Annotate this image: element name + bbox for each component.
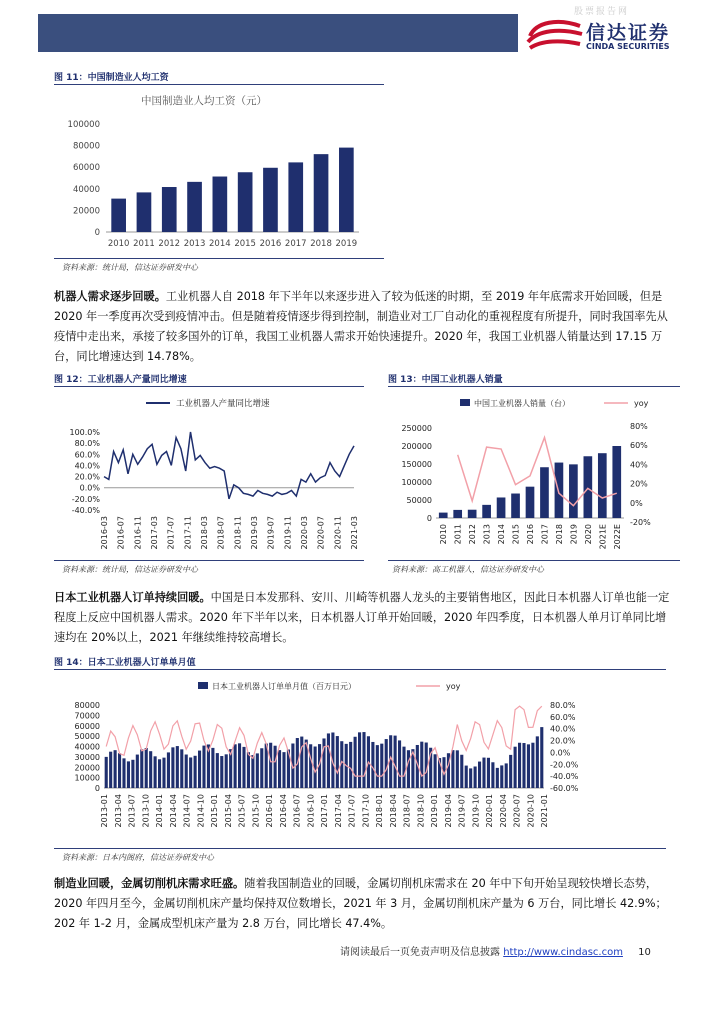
fig14-xtick: 2016-10 [306, 794, 316, 828]
fig11-xtick: 2013 [183, 239, 206, 249]
logo-icon [524, 16, 584, 56]
fig14-bar [514, 747, 517, 788]
fig14-bar [398, 740, 401, 788]
fig14-bar [109, 752, 112, 788]
fig13-bar [511, 494, 520, 518]
fig13-ytick-right: 0% [630, 498, 643, 508]
fig14-bar [518, 743, 521, 788]
fig14-ytick-left: 30000 [74, 752, 100, 762]
fig14-bar [362, 732, 365, 788]
fig14-legend-bar: 日本工业机器人订单单月值（百万日元） [212, 682, 356, 691]
fig14-bar [149, 751, 152, 788]
fig11-bottom-rule [54, 258, 384, 259]
fig13-bar [598, 453, 607, 518]
fig14-bar [238, 743, 241, 788]
fig13-ytick-left: 200000 [401, 442, 432, 451]
fig14-bar [216, 753, 219, 788]
fig13-ytick-right: 40% [630, 460, 648, 470]
fig13-yoy-line [458, 438, 617, 506]
fig12-bottom-rule [54, 560, 364, 561]
fig14-bar [474, 766, 477, 788]
fig14-xtick: 2020-10 [526, 794, 536, 828]
fig12-xtick: 2019-11 [283, 516, 293, 550]
para3-lead: 制造业回暖，金属切削机床需求旺盛。 [54, 877, 245, 890]
fig14-xtick: 2016-01 [265, 794, 274, 828]
fig14-bar [522, 743, 525, 788]
fig14-bar [478, 762, 481, 788]
fig11-xtick: 2012 [158, 239, 181, 249]
fig12-ytick: 100.0% [69, 428, 100, 437]
fig14-bar [300, 737, 303, 788]
fig14-ytick-right: 40.0% [550, 724, 576, 734]
para1-lead: 机器人需求逐步回暖。 [54, 290, 166, 303]
fig11-xtick: 2015 [234, 239, 256, 249]
fig14-xtick: 2014-10 [196, 794, 206, 828]
fig11-source: 资料来源：统计局，信达证券研发中心 [62, 263, 198, 272]
fig11-ytick: 60000 [72, 163, 100, 174]
fig14-bar [211, 748, 214, 788]
fig14-bar [145, 748, 148, 788]
fig11-bar [339, 148, 354, 232]
fig14-xtick: 2013-01 [100, 794, 109, 828]
paragraph-robot-demand [54, 287, 674, 367]
fig13-source: 资料来源：高工机器人，信达证券研发中心 [392, 565, 544, 574]
para2-text: 中国是日本发那科、安川、川崎等机器人龙头的主要销售地区，因此日本机器人订单也能一定程度上反应中国机器人需求。2020 年下半年以来，日本机器人订单开始回暖，2020 年四季度，日本机器人单月订单同比增速均在 20%以上，2021 年继续维持较高增长。 [54, 591, 670, 644]
fig12-label: 图 12：工业机器人产量同比增速 [54, 375, 187, 385]
fig13-bar [584, 456, 593, 518]
fig14-bar [376, 745, 379, 788]
fig14-xtick: 2015-01 [210, 794, 219, 828]
fig11-title: 中国制造业人均工资（元） [141, 95, 267, 107]
fig12-xtick: 2016-11 [133, 516, 143, 550]
fig14-bar [282, 752, 285, 788]
fig12-xtick: 2020-07 [316, 516, 326, 550]
fig13-ytick-left: 0 [426, 514, 432, 523]
fig14-bottom-rule [54, 848, 666, 849]
fig12-ytick: 60.0% [74, 450, 100, 460]
fig14-xtick: 2018-04 [388, 794, 398, 828]
fig12-xtick: 2016-03 [100, 516, 109, 550]
fig14-ytick-right: -20.0% [550, 760, 579, 770]
cinda-logo [524, 16, 704, 56]
fig12-xtick: 2021-03 [350, 516, 359, 550]
fig14-xtick: 2017-07 [347, 794, 357, 828]
fig13-ytick-left: 100000 [401, 478, 432, 487]
fig13-bar [540, 467, 549, 518]
fig14-bar [500, 765, 503, 788]
fig12-xtick: 2016-07 [116, 516, 126, 550]
fig14-xtick: 2017-10 [361, 794, 371, 828]
fig13-xtick: 2021E [598, 524, 608, 550]
fig14-bar [194, 756, 197, 788]
fig14-bar [171, 747, 174, 788]
fig13-label: 图 13：中国工业机器人销量 [388, 375, 503, 385]
fig13-xtick: 2011 [453, 524, 463, 545]
fig14-ytick-left: 80000 [74, 701, 100, 710]
fig13-xtick: 2012 [468, 524, 478, 545]
fig14-xtick: 2013-04 [113, 794, 123, 828]
fig14-bar [114, 750, 117, 788]
fig12-source: 资料来源：统计局，信达证券研发中心 [62, 565, 198, 574]
fig14-bar [456, 750, 459, 788]
fig11-xtick: 2018 [310, 239, 332, 249]
watermark: 股票报告网 [574, 7, 630, 17]
fig14-bar [496, 768, 499, 788]
fig14-xtick: 2016-04 [278, 794, 288, 828]
fig14-ytick-left: 50000 [74, 732, 100, 742]
fig11-bar [238, 172, 253, 232]
fig13-legend-bar: 中国工业机器人销量（台） [474, 399, 570, 408]
fig14-label: 图 14：日本工业机器人订单单月值 [54, 658, 196, 668]
fig11-xtick: 2016 [259, 239, 282, 249]
fig14-bar [491, 762, 494, 788]
fig14-bar [225, 754, 228, 788]
fig14-xtick: 2019-01 [430, 794, 439, 828]
fig14-bar [451, 750, 454, 788]
fig14-xtick: 2013-07 [127, 794, 137, 828]
fig14-legend-yoy: yoy [446, 682, 461, 691]
fig12-xtick: 2017-07 [166, 516, 176, 550]
fig14-bar [242, 747, 245, 788]
fig14-xtick: 2018-01 [375, 794, 384, 828]
fig14-ytick-left: 40000 [74, 742, 100, 752]
fig14-bar [505, 763, 508, 788]
fig12-ytick: 40.0% [74, 461, 100, 471]
fig11-bar [187, 182, 202, 232]
fig14-bar [402, 747, 405, 788]
fig14-ytick-left: 10000 [74, 773, 100, 783]
fig14-bar [358, 732, 361, 788]
fig13-xtick: 2013 [482, 524, 492, 545]
fig11-rule [54, 84, 384, 85]
fig14-source: 资料来源：日本内阁府，信达证券研发中心 [62, 853, 214, 862]
fig14-bar [322, 738, 325, 788]
fig14-legend-swatch-bar [198, 682, 208, 689]
fig13-xtick: 2022E [612, 524, 622, 550]
fig14-bar [354, 737, 357, 788]
fig13-ytick-right: 60% [630, 441, 648, 451]
fig13-bar [482, 505, 491, 518]
fig14-xtick: 2014-07 [182, 794, 192, 828]
para2-lead: 日本工业机器人订单持续回暖。 [54, 591, 211, 604]
fig14-xtick: 2015-07 [237, 794, 247, 828]
fig11-label: 图 11：中国制造业人均工资 [54, 73, 169, 83]
paragraph-machine-tools [54, 874, 674, 934]
fig14-xtick: 2018-10 [416, 794, 426, 828]
fig12-rule [54, 386, 364, 387]
fig14-bar [162, 758, 165, 788]
fig14-bar [176, 746, 179, 788]
logo-cn: 信达证券 [586, 22, 671, 44]
fig14-ytick-left: 70000 [74, 711, 100, 721]
fig14-bar [527, 744, 530, 788]
fig14-xtick: 2015-04 [223, 794, 233, 828]
fig13-bar [526, 487, 535, 518]
fig14-bar [198, 751, 201, 788]
fig13-bar [612, 446, 621, 518]
fig14-bar [336, 736, 339, 788]
fig14-bar [269, 743, 272, 788]
footer-disclaimer: 请阅读最后一页免责声明及信息披露 [340, 947, 500, 958]
fig11-chart [54, 88, 384, 256]
fig13-bar [439, 513, 448, 518]
fig12-xtick: 2017-03 [150, 516, 159, 550]
fig13-rule [388, 386, 680, 387]
fig14-bar [154, 756, 157, 788]
fig13-xtick: 2019 [569, 524, 579, 545]
fig14-bar [327, 733, 330, 788]
para1-text: 工业机器人自 2018 年下半年以来逐步进入了较为低迷的时期，至 2019 年年底需求开始回暖，但是 2020 年一季度再次受到疫情冲击。但是随着疫情逐步得到控制，制造业对工厂自动化的重视程度有所提升，同时我国率先从疫情中走出来，承接了较多国外的订单，我国工业机器人需求开始快速提升。2020 年，我国工业机器人销量达到 17.15 万台，同比增速达到 14.78%。 [54, 290, 668, 363]
fig11-bar [288, 162, 303, 232]
fig14-bar [122, 758, 125, 788]
fig12-chart [54, 390, 366, 558]
fig14-bar [509, 755, 512, 788]
fig14-bar [256, 753, 259, 788]
fig11-bar [111, 199, 126, 232]
fig14-bar [158, 759, 161, 788]
fig11-bar [162, 187, 177, 232]
fig14-bar [140, 749, 143, 788]
fig14-bar [185, 755, 188, 788]
fig13-xtick: 2016 [526, 524, 535, 545]
paragraph-japan-orders [54, 588, 674, 648]
fig11-ytick: 80000 [72, 141, 100, 152]
fig11-xtick: 2014 [209, 239, 231, 249]
fig12-ytick: 80.0% [74, 439, 100, 449]
fig14-bar [220, 756, 223, 788]
fig14-xtick: 2020-01 [485, 794, 494, 828]
fig14-bar [434, 754, 437, 788]
fig13-bottom-rule [388, 560, 680, 561]
fig13-ytick-right: 20% [630, 479, 648, 489]
fig14-xtick: 2017-01 [320, 794, 329, 828]
fig11-xtick: 2017 [284, 239, 307, 249]
fig13-ytick-left: 250000 [401, 424, 432, 433]
fig14-xtick: 2020-07 [512, 794, 522, 828]
fig14-bar [349, 742, 352, 788]
fig14-bar [234, 744, 237, 788]
fig14-xtick: 2014-01 [155, 794, 164, 828]
fig13-xtick: 2020 [583, 524, 593, 545]
fig14-ytick-right: 0.0% [550, 748, 571, 758]
fig14-bar [536, 736, 539, 788]
fig14-bar [127, 761, 130, 788]
fig14-xtick: 2014-04 [168, 794, 178, 828]
fig14-bar [469, 768, 472, 788]
fig11-xtick: 2011 [133, 239, 155, 249]
fig14-bar [118, 753, 121, 788]
fig12-xtick: 2018-03 [200, 516, 209, 550]
fig13-legend-yoy: yoy [634, 399, 649, 408]
footer-link[interactable]: http://www.cindasc.com [503, 947, 623, 958]
fig13-ytick-right: 80% [630, 422, 648, 431]
fig13-xtick: 2015 [511, 524, 521, 545]
fig12-ytick: -20.0% [71, 494, 100, 504]
fig12-ytick: -40.0% [71, 506, 100, 515]
fig14-bar [247, 752, 250, 788]
fig12-ytick: 20.0% [74, 472, 100, 482]
para3-text: 随着我国制造业的回暖，金属切削机床需求在 20 年中下旬开始呈现较快增长态势，2020 年四月至今，金属切削机床产量均保持双位数增长，2021 年 3 月，金属切削机床产量为 6 万台，同比增长 42.9%；202 年 1-2 月，金属成型机床产量为 2.8 万台，同比增长 47.4%。 [54, 877, 667, 930]
fig12-xtick: 2020-03 [300, 516, 309, 550]
fig12-series-line [104, 432, 354, 499]
fig14-bar [407, 750, 410, 788]
fig12-xtick: 2019-07 [266, 516, 276, 550]
fig13-ytick-left: 150000 [401, 460, 432, 469]
fig14-xtick: 2020-04 [498, 794, 508, 828]
fig13-ytick-right: -20% [630, 518, 651, 527]
fig11-xtick: 2010 [107, 239, 130, 249]
fig14-xtick: 2021-01 [540, 794, 549, 828]
fig14-ytick-right: -40.0% [550, 772, 579, 782]
fig14-bar [202, 746, 205, 788]
fig13-xtick: 2018 [554, 524, 564, 545]
fig14-xtick: 2015-10 [251, 794, 261, 828]
fig14-ytick-right: 60.0% [550, 712, 576, 722]
fig14-bar [460, 755, 463, 788]
fig14-bar [309, 744, 312, 788]
fig12-xtick: 2020-11 [333, 516, 343, 550]
fig14-bar [531, 743, 534, 788]
fig14-bar [167, 752, 170, 788]
fig12-xtick: 2017-11 [183, 516, 193, 550]
fig11-bar [263, 168, 278, 232]
header-bar [38, 14, 518, 52]
fig14-ytick-right: 20.0% [550, 736, 576, 746]
fig12-legend: 工业机器人产量同比增速 [176, 399, 270, 409]
fig14-xtick: 2017-04 [333, 794, 343, 828]
fig14-xtick: 2018-07 [402, 794, 412, 828]
fig14-chart [54, 673, 668, 845]
fig14-bar [487, 758, 490, 788]
fig13-xtick: 2014 [497, 524, 507, 545]
fig14-xtick: 2016-07 [292, 794, 302, 828]
fig14-bar [180, 749, 183, 788]
fig14-bar [380, 744, 383, 788]
fig13-legend-swatch-bar [460, 399, 470, 406]
fig14-bar [394, 736, 397, 788]
fig14-ytick-left: 20000 [74, 763, 100, 773]
fig14-bar [420, 742, 423, 788]
fig11-ytick: 0 [94, 228, 100, 238]
fig14-bar [274, 746, 277, 788]
fig12-xtick: 2018-07 [216, 516, 226, 550]
fig13-bar [497, 497, 506, 518]
fig14-ytick-right: -60.0% [550, 784, 579, 793]
fig13-bar [468, 510, 477, 518]
fig14-bar [136, 755, 139, 788]
page-number: 10 [638, 947, 651, 958]
fig14-xtick: 2019-07 [457, 794, 467, 828]
fig12-xtick: 2018-11 [233, 516, 243, 550]
fig11-ytick: 20000 [72, 206, 100, 217]
fig14-bar [251, 755, 254, 788]
fig11-bar [213, 177, 228, 232]
fig14-xtick: 2019-10 [471, 794, 481, 828]
fig13-xtick: 2010 [439, 524, 449, 545]
fig13-xtick: 2017 [540, 524, 550, 545]
fig14-bar [278, 750, 281, 788]
fig11-ytick: 100000 [67, 120, 100, 130]
page-footer [340, 943, 651, 958]
logo-en: CINDA SECURITIES [586, 42, 670, 51]
fig11-xtick: 2019 [335, 239, 358, 249]
fig12-xtick: 2019-03 [250, 516, 259, 550]
fig14-ytick-left: 0 [94, 784, 100, 793]
fig14-bar [105, 757, 108, 788]
fig13-ytick-left: 50000 [406, 496, 432, 505]
fig14-xtick: 2019-04 [443, 794, 453, 828]
fig14-bar [131, 760, 134, 788]
fig14-bar [385, 739, 388, 788]
fig14-rule [54, 669, 666, 670]
fig14-bar [260, 748, 263, 788]
fig13-bar [569, 464, 578, 518]
fig14-ytick-left: 60000 [74, 721, 100, 731]
fig12-ytick: 0.0% [79, 483, 100, 493]
fig14-ytick-right: 80.0% [550, 701, 576, 710]
fig14-bar [482, 758, 485, 788]
fig14-bar [540, 727, 543, 788]
fig13-chart [388, 390, 682, 558]
fig14-bar [371, 742, 374, 788]
fig11-bar [314, 154, 329, 232]
fig14-bar [465, 766, 468, 788]
fig11-bar [137, 192, 152, 232]
fig13-bar [453, 510, 462, 518]
fig11-ytick: 40000 [72, 184, 100, 195]
fig14-bar [189, 757, 192, 788]
fig13-bar [555, 463, 564, 518]
fig14-xtick: 2013-10 [141, 794, 151, 828]
